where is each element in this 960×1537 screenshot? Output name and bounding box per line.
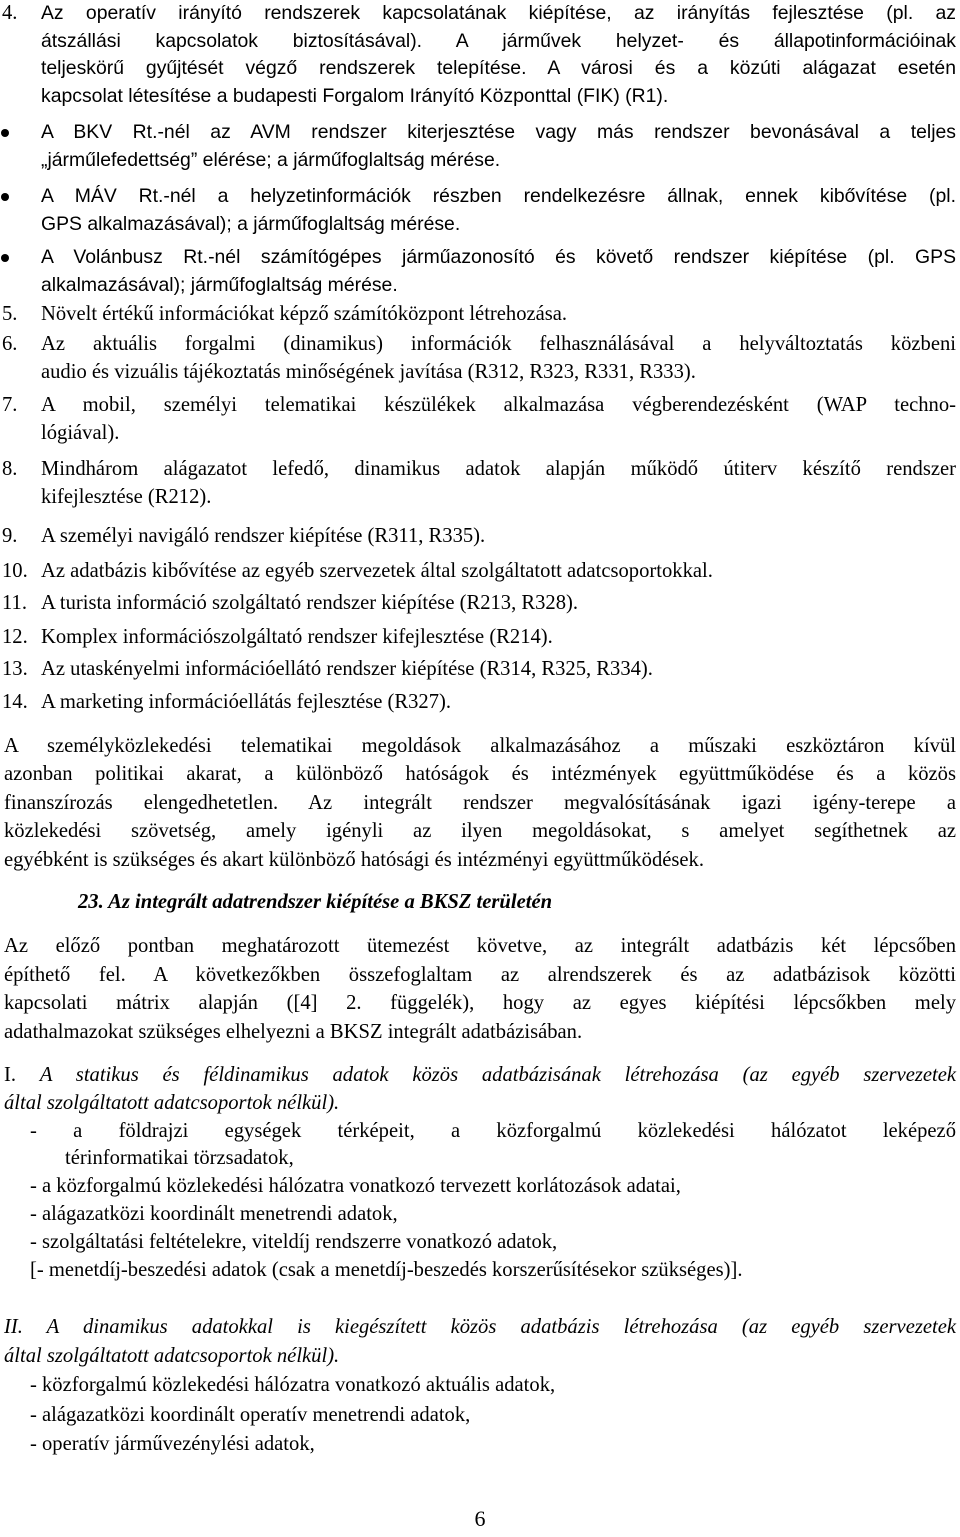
list-item: - alágazatközi koordinált operatív menetrendi adatok, [30, 1403, 471, 1426]
text-line: Az operatív irányító rendszerek kapcsolatának kiépítése, az irányítás fejlesztése (pl. az [41, 2, 956, 24]
text-line: A turista információ szolgáltató rendszer kiépítése (R213, R328). [41, 592, 579, 614]
list-item-text [41, 689, 956, 717]
text-line: Mindhárom alágazatot lefedő, dinamikus adatok alapján működő útiterv készítő rendszer [41, 458, 956, 480]
list-number: 14. [2, 691, 28, 713]
list-item: térinformatikai törzsadatok, [65, 1147, 294, 1170]
list-item-text [41, 0, 956, 110]
text-line: kapcsolat létesítése a budapesti Forgalom Irányító Központtal (FIK) (R1). [41, 84, 669, 107]
list-number: 8. [2, 458, 18, 480]
text-line: A marketing információellátás fejlesztése (R327). [41, 691, 452, 713]
list-item: - a földrajzi egységek térképeit, a közforgalmú közlekedési hálózatot leképező [30, 1119, 956, 1142]
list-number: 12. [2, 626, 28, 648]
text-line: A személyközlekedési telematikai megoldások alkalmazásához a műszaki eszköztáron kívül [4, 735, 956, 757]
list-number: 4. [2, 2, 18, 24]
list-number: 5. [2, 303, 18, 325]
list-number: 7. [2, 394, 18, 416]
text-line: átszállási kapcsolatok biztosításával). A járművek helyzet- és állapotinformációinak [41, 29, 956, 52]
list-item-text [41, 392, 956, 447]
list-item-text [41, 624, 956, 652]
list-number: 10. [2, 560, 28, 582]
text-line: finanszírozás elengedhetetlen. Az integrált rendszer megvalósításának igazi igény-terepe a [4, 791, 956, 814]
text-line: építhető fel. A következőkben összefoglaltam az alrendszerek és az adatbázisok közötti [4, 963, 956, 986]
text-line: A személyi navigáló rendszer kiépítése (R311, R335). [41, 525, 486, 547]
list-number: 11. [2, 592, 27, 614]
text-line: Az utaskényelmi információellátó rendszer kiépítése (R314, R325, R334). [41, 658, 653, 680]
list-item-text [41, 331, 956, 386]
list-item: [- menetdíj-beszedési adatok (csak a menetdíj-beszedés korszerűsítésekor szükséges)]. [30, 1258, 743, 1281]
text-line: A MÁV Rt.-nél a helyzetinformációk részben rendelkezésre állnak, ennek kibővítése (pl. [41, 185, 956, 207]
section-ii-items [4, 1371, 956, 1459]
section-title: 23. Az integrált adatrendszer kiépítése a BKSZ területén [78, 891, 553, 913]
text-line: A BKV Rt.-nél az AVM rendszer kiterjesztése vagy más rendszer bevonásával a teljes [41, 121, 956, 143]
list-number: 13. [2, 658, 28, 680]
list-item-text [41, 523, 956, 551]
list-item-text [41, 558, 956, 586]
text-line: közlekedési szövetség, amely igényli az ilyen megoldásokat, s amelyet segíthetnek az [4, 820, 956, 843]
text-line: lógiával). [41, 421, 120, 444]
list-number: 9. [2, 525, 18, 547]
list-item-text [41, 656, 956, 684]
text-line: teljeskörű gyűjtését végző rendszerek telepítése. A városi és a közúti alágazat esetén [41, 57, 956, 79]
section-title-line: által szolgáltatott adatcsoportok nélkül). [4, 1091, 340, 1114]
list-item: - a közforgalmú közlekedési hálózatra vonatkozó tervezett korlátozások adatai, [30, 1175, 681, 1198]
section-title-line [4, 1313, 956, 1342]
list-item: - szolgáltatási feltételekre, viteldíj rendszerre vonatkozó adatok, [30, 1230, 558, 1253]
text-line: azonban politikai akarat, a különböző hatóságok és intézmények együttműködése és a közös [4, 763, 956, 786]
text-line: kapcsolati mátrix alapján ([4] 2. függelék), hogy az egyes kiépítési lépcsőkben mely [4, 992, 956, 1015]
text-line: kifejlesztése (R212). [41, 485, 212, 508]
bullet-icon [1, 193, 9, 201]
text-line: GPS alkalmazásával); a járműfoglaltság mérése. [41, 212, 461, 235]
text-line: Az aktuális forgalmi (dinamikus) információk felhasználásával a helyváltoztatás közbeni [41, 333, 956, 355]
text-line: A mobil, személyi telematikai készülékek alkalmazása végberendezésként (WAP techno- [41, 394, 956, 416]
section-title-text: A dinamikus adatokkal is kiegészített közös adatbázis létrehozása (az egyéb szervezetek [46, 1316, 956, 1338]
text-line: A Volánbusz Rt.-nél számítógépes járműazonosító és követő rendszer kiépítése (pl. GPS [41, 246, 956, 268]
bullet-text [41, 183, 956, 238]
page-number: 6 [474, 1506, 486, 1531]
text-line: Komplex információszolgáltató rendszer kifejlesztése (R214). [41, 626, 553, 648]
bullet-text [41, 244, 956, 299]
text-line: Az adatbázis kibővítése az egyéb szervezetek által szolgáltatott adatcsoportokkal. [41, 560, 713, 582]
list-number: 6. [2, 333, 18, 355]
list-item-text [41, 590, 956, 618]
text-line: adathalmazokat szükséges elhelyezni a BKSZ integrált adatbázisában. [4, 1020, 583, 1043]
section-title-text: A statikus és féldinamikus adatok közös adatbázisának létrehozása (az egyéb szervezetek [39, 1064, 957, 1086]
bullet-text [41, 119, 956, 174]
text-line: Növelt értékű információkat képző számítóközpont létrehozása. [41, 303, 568, 325]
text-line: „járműlefedettség” elérése; a járműfoglaltság mérése. [41, 148, 501, 171]
text-line: alkalmazásával); járműfoglaltság mérése. [41, 273, 398, 296]
section-label: II. [4, 1316, 23, 1338]
list-item-text [41, 301, 956, 329]
section-title-line: által szolgáltatott adatcsoportok nélkül). [4, 1345, 340, 1368]
list-item: - operatív járművezénylési adatok, [30, 1432, 315, 1455]
text-line: Az előző pontban meghatározott ütemezést követve, az integrált adatbázis két lépcsőben [4, 935, 956, 957]
list-item-text [41, 456, 956, 511]
section-label: I. [4, 1064, 17, 1086]
text-line: egyébként is szükséges és akart különböző hatósági és intézményi együttműködések. [4, 848, 705, 871]
bullet-icon [1, 254, 9, 262]
section-title-line [4, 1062, 956, 1090]
bullet-icon [1, 129, 9, 137]
list-item: - alágazatközi koordinált menetrendi adatok, [30, 1202, 398, 1225]
text-line: audio és vizuális tájékoztatás minőségének javítása (R312, R323, R331, R333). [41, 360, 696, 383]
list-item: - közforgalmú közlekedési hálózatra vonatkozó aktuális adatok, [30, 1374, 556, 1397]
section-i-items [4, 1118, 956, 1285]
